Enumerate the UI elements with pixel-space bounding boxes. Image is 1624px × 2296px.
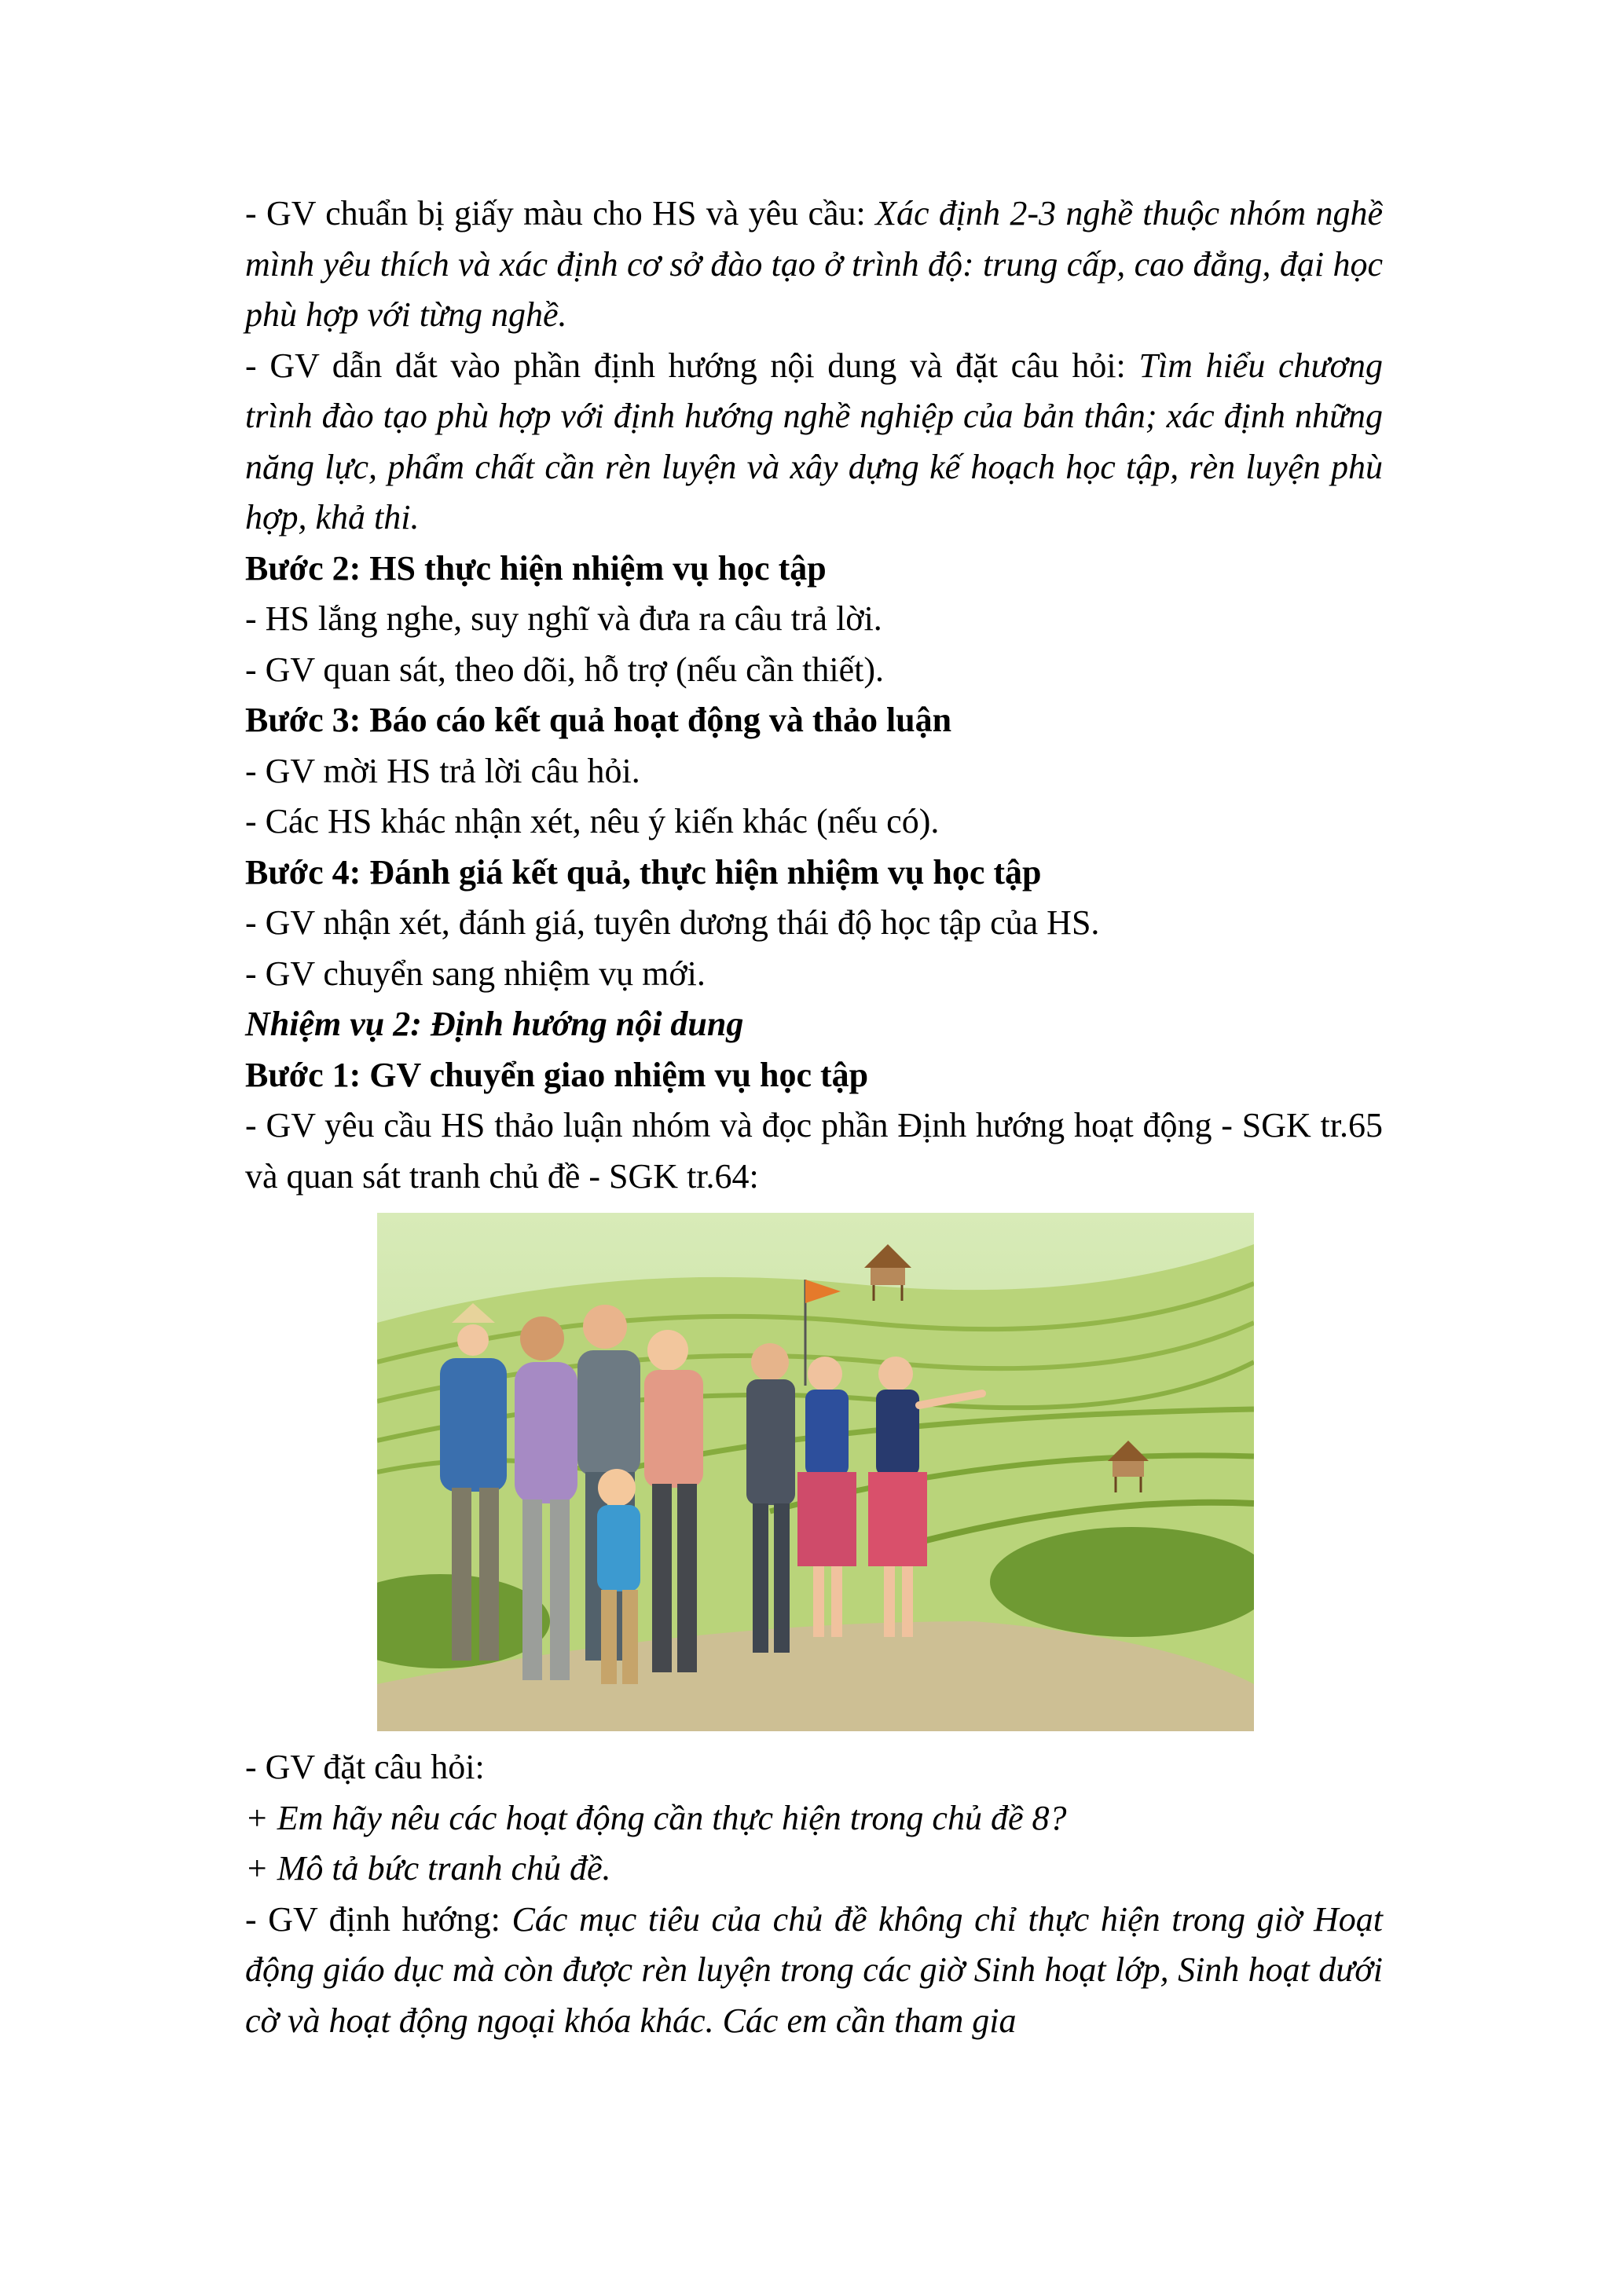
text-run: - GV định hướng: (245, 1899, 512, 1939)
step-4-heading: Bước 4: Đánh giá kết quả, thực hiện nhiệm vụ học tập (245, 852, 1042, 892)
paragraph: - GV chuyển sang nhiệm vụ mới. (245, 954, 706, 993)
paragraph: - GV quan sát, theo dõi, hỗ trợ (nếu cần thiết). (245, 650, 885, 689)
step-1-heading: Bước 1: GV chuyển giao nhiệm vụ học tập (245, 1055, 869, 1094)
text-run-italic: Xác định 2-3 nghề thuộc nhóm nghề mình yêu thích và xác định cơ sở đào tạo ở trình độ: trung cấp, cao đẳng, đại học phù hợp với từng nghề. (245, 194, 1383, 334)
question-item: + Em hãy nêu các hoạt động cần thực hiện trong chủ đề 8? (245, 1798, 1067, 1837)
text-run: - GV dẫn dắt vào phần định hướng nội dung và đặt câu hỏi: (245, 346, 1139, 385)
paragraph: - GV nhận xét, đánh giá, tuyên dương thái độ học tập của HS. (245, 903, 1100, 942)
text-run-italic: Tìm hiểu chương trình đào tạo phù hợp với định hướng nghề nghiệp của bản thân; xác định những năng lực, phẩm chất cần rèn luyện và xây dựng kế hoạch học tập, rèn luyện phù hợp, khả thi. (245, 346, 1384, 536)
paragraph-guidance (245, 1895, 1383, 2047)
paragraph: - GV mời HS trả lời câu hỏi. (245, 751, 640, 790)
text-run-italic: Các mục tiêu của chủ đề không chỉ thực hiện trong giờ Hoạt động giáo dục mà còn được rèn luyện trong các giờ Sinh hoạt lớp, Sinh hoạt dưới cờ và hoạt động ngoại khóa khác. Các em cần tham gia (245, 1899, 1383, 2040)
paragraph: - Các HS khác nhận xét, nêu ý kiến khác (nếu có). (245, 802, 940, 840)
text-run: - GV chuẩn bị giấy màu cho HS và yêu cầu: (245, 194, 876, 233)
step-2-heading: Bước 2: HS thực hiện nhiệm vụ học tập (245, 548, 827, 588)
paragraph-guide-question (245, 341, 1383, 544)
paragraph: - HS lắng nghe, suy nghĩ và đưa ra câu trả lời. (245, 599, 882, 638)
step-3-heading: Bước 3: Báo cáo kết quả hoạt động và thảo luận (245, 701, 952, 739)
task-2-heading: Nhiệm vụ 2: Định hướng nội dung (245, 1005, 744, 1043)
paragraph: - GV đặt câu hỏi: (245, 1748, 485, 1786)
question-item: + Mô tả bức tranh chủ đề. (245, 1849, 611, 1888)
topic-illustration (377, 1213, 1254, 1731)
paragraph-task-prep (245, 189, 1383, 341)
document-page (245, 189, 1383, 2046)
paragraph-task-instructions: - GV yêu cầu HS thảo luận nhóm và đọc phần Định hướng hoạt động - SGK tr.65 và quan sát tranh chủ đề - SGK tr.64: (245, 1106, 1383, 1196)
